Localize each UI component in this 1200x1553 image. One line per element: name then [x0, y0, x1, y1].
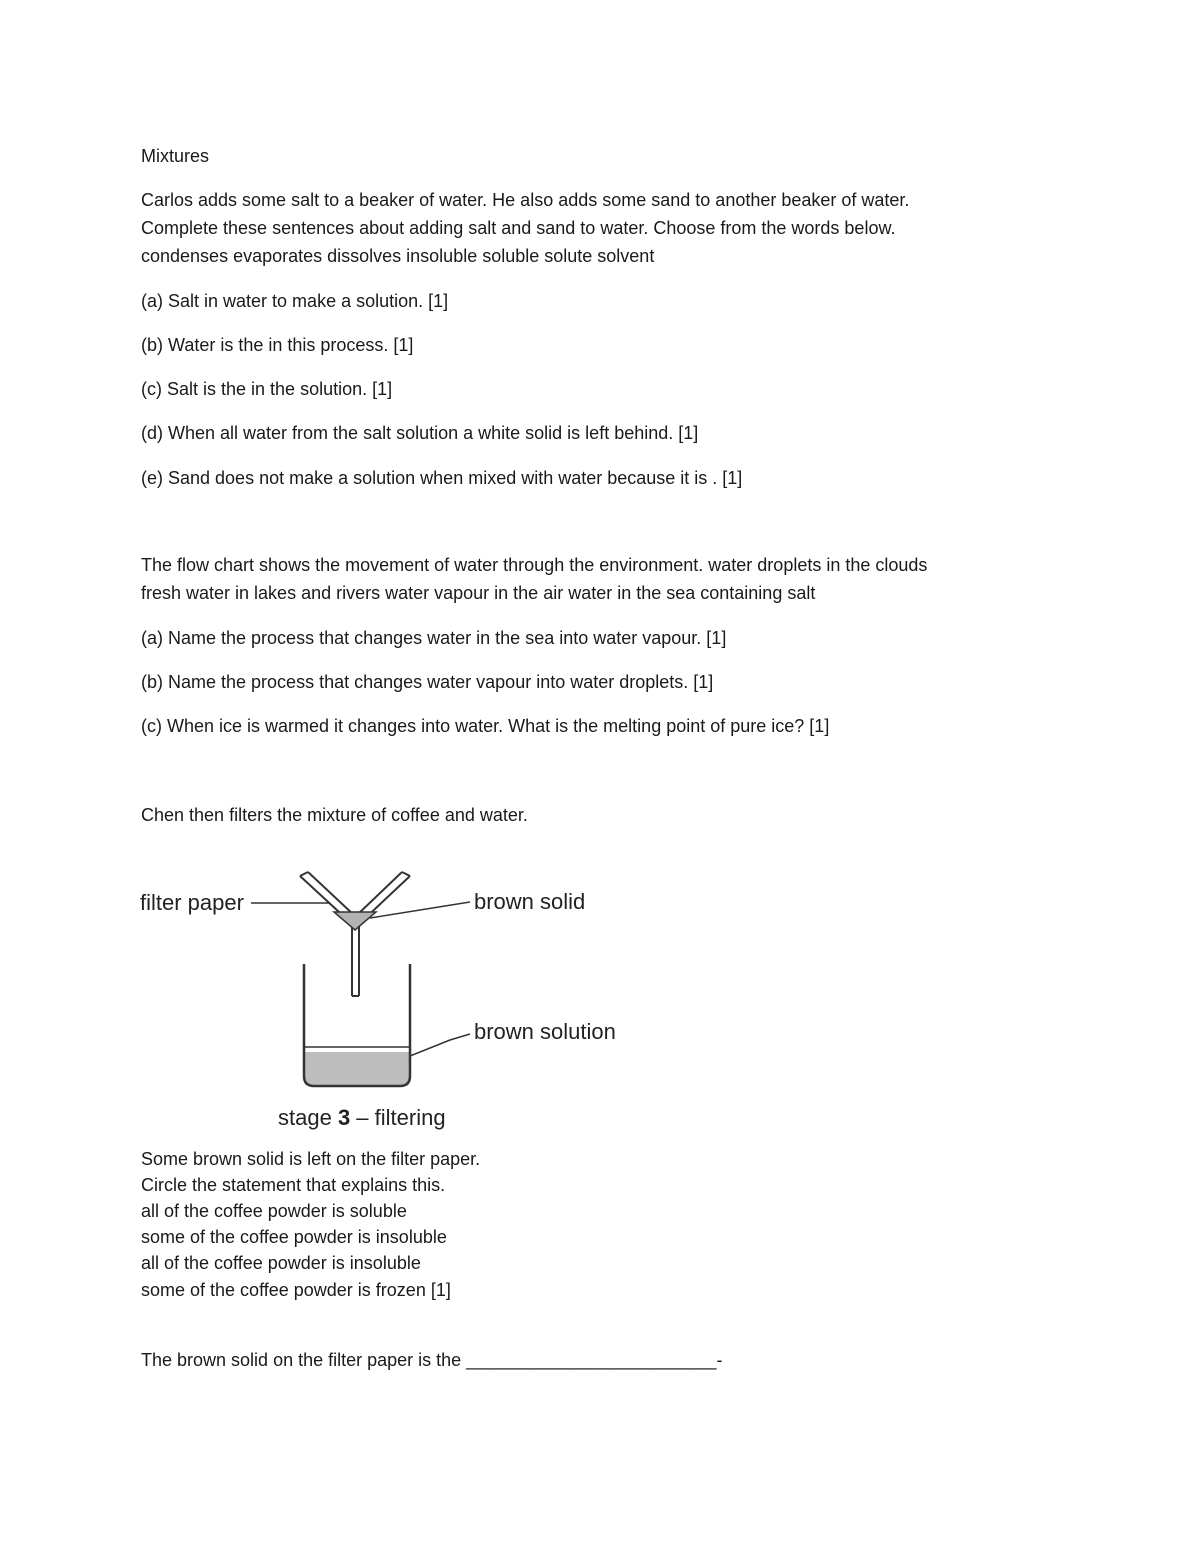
label-filter-paper: filter paper [140, 890, 244, 915]
option-some-frozen[interactable]: some of the coffee powder is frozen [1] [141, 1280, 451, 1300]
question-1c: (c) Salt is the in the solution. [1] [141, 379, 393, 399]
word-bank: condenses evaporates dissolves insoluble soluble solute solvent [141, 246, 655, 266]
question-1b: (b) Water is the in this process. [1] [141, 335, 414, 355]
funnel [300, 872, 410, 996]
brown-solid-leader-line [370, 902, 470, 918]
option-some-insoluble[interactable]: some of the coffee powder is insoluble [141, 1227, 447, 1247]
question-1a: (a) Salt in water to make a solution. [1] [141, 291, 449, 311]
flow-chart-intro-line-2: fresh water in lakes and rivers water vapour in the air water in the sea containing salt [141, 583, 816, 603]
question-2a: (a) Name the process that changes water in the sea into water vapour. [1] [141, 628, 727, 648]
page-title: Mixtures [141, 146, 210, 166]
caption-stage-number: 3 [337, 1105, 351, 1130]
question-2c: (c) When ice is warmed it changes into water. What is the melting point of pure ice? [1] [141, 716, 830, 736]
beaker [304, 964, 410, 1086]
label-brown-solid: brown solid [474, 889, 586, 914]
label-brown-solution: brown solution [474, 1019, 616, 1044]
brown-solution-leader-line [410, 1034, 470, 1056]
filtering-diagram [138, 858, 638, 1138]
caption-suffix: – filtering [350, 1105, 446, 1130]
circle-instruction: Circle the statement that explains this. [141, 1175, 446, 1195]
intro-line-2: Complete these sentences about adding salt and sand to water. Choose from the words below. [141, 218, 896, 238]
option-all-soluble[interactable]: all of the coffee powder is soluble [141, 1201, 407, 1221]
filtering-intro: Chen then filters the mixture of coffee and water. [141, 805, 528, 825]
diagram-caption [278, 1105, 446, 1130]
intro-line-1: Carlos adds some salt to a beaker of water. He also adds some sand to another beaker of water. [141, 190, 910, 210]
option-all-insoluble[interactable]: all of the coffee powder is insoluble [141, 1253, 421, 1273]
question-1d: (d) When all water from the salt solution a white solid is left behind. [1] [141, 423, 699, 443]
flow-chart-intro-line-1: The flow chart shows the movement of water through the environment. water droplets in the clouds [141, 555, 928, 575]
question-1e: (e) Sand does not make a solution when mixed with water because it is . [1] [141, 468, 743, 488]
question-2b: (b) Name the process that changes water vapour into water droplets. [1] [141, 672, 714, 692]
brown-solid [334, 912, 376, 930]
caption-prefix: stage [278, 1105, 338, 1130]
filter-statement: Some brown solid is left on the filter paper. [141, 1149, 481, 1169]
fill-in-blank-sentence: The brown solid on the filter paper is the _________________________- [141, 1350, 723, 1370]
